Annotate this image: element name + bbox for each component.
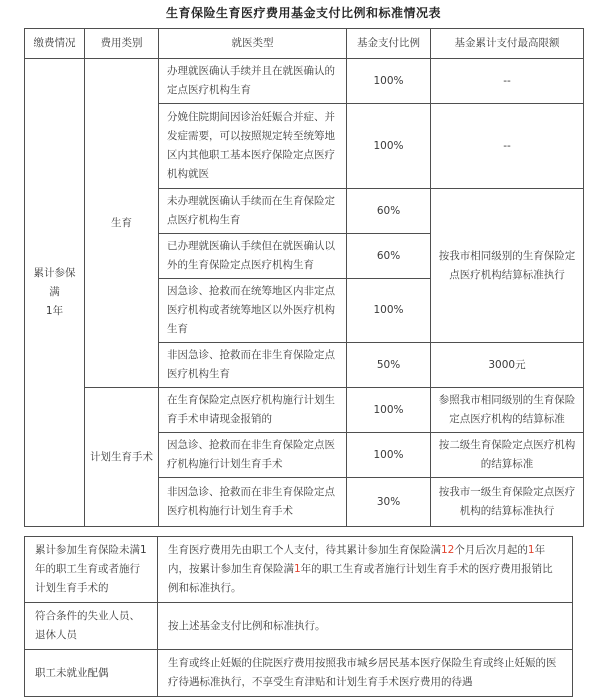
condition-cell: 职工未就业配偶 [25, 650, 158, 697]
treatment-type-cell: 未办理就医确认手续而在生育保险定点医疗机构生育 [159, 189, 347, 234]
category-birth-cell: 生育 [85, 59, 159, 388]
ratio-cell: 100% [347, 104, 431, 189]
ratio-cell: 50% [347, 343, 431, 388]
policy-text-segment: 年内，按累计参加生育保险满 [168, 544, 546, 575]
policy-cell [158, 537, 573, 603]
supplement-policy-table [24, 536, 573, 697]
treatment-type-cell: 因急诊、抢救而在统筹地区内非定点医疗机构或者统筹地区以外医疗机构生育 [159, 279, 347, 343]
table-row [25, 388, 584, 433]
ratio-cell: 60% [347, 234, 431, 279]
table-row [25, 603, 573, 650]
policy-text-segment: 个月后次月起的 [454, 544, 528, 556]
table-row [25, 650, 573, 697]
col-header-payment-status: 缴费情况 [25, 29, 85, 59]
payment-status-line-2: 1年 [45, 305, 64, 317]
ratio-cell: 100% [347, 59, 431, 104]
highlight-number: 12 [441, 544, 455, 556]
col-header-fund-max-limit: 基金累计支付最高限额 [431, 29, 584, 59]
treatment-type-cell: 非因急诊、抢救而在非生育保险定点医疗机构施行计划生育手术 [159, 478, 347, 527]
ratio-cell: 60% [347, 189, 431, 234]
table-header-row [25, 29, 584, 59]
category-family-planning-cell: 计划生育手术 [85, 388, 159, 527]
policy-cell: 按上述基金支付比例和标准执行。 [158, 603, 573, 650]
limit-cell: 按我市一级生育保险定点医疗机构的结算标准执行 [431, 478, 584, 527]
col-header-fee-category: 费用类别 [85, 29, 159, 59]
ratio-cell: 30% [347, 478, 431, 527]
policy-cell: 生育或终止妊娠的住院医疗费用按照我市城乡居民基本医疗保险生育或终止妊娠的医疗待遇标准执行，不享受生育津贴和计划生育手术医疗费用的待遇 [158, 650, 573, 697]
limit-cell: -- [431, 104, 584, 189]
highlight-number: 1 [527, 544, 535, 556]
highlight-number: 1 [294, 563, 301, 575]
table-row [25, 59, 584, 104]
treatment-type-cell: 办理就医确认手续并且在就医确认的定点医疗机构生育 [159, 59, 347, 104]
treatment-type-cell: 因急诊、抢救而在非生育保险定点医疗机构施行计划生育手术 [159, 433, 347, 478]
limit-cell: -- [431, 59, 584, 104]
ratio-cell: 100% [347, 388, 431, 433]
treatment-type-cell: 在生育保险定点医疗机构施行计划生育手术申请现金报销的 [159, 388, 347, 433]
table-row [25, 537, 573, 603]
col-header-fund-payment-ratio: 基金支付比例 [347, 29, 431, 59]
treatment-type-cell: 分娩住院期间因诊治妊娠合并症、并发症需要，可以按照规定转至统筹地区内其他职工基本医疗保险定点医疗机构就医 [159, 104, 347, 189]
fund-payment-ratio-table [24, 28, 584, 527]
limit-cell-merged: 按我市相同级别的生育保险定点医疗机构结算标准执行 [431, 189, 584, 343]
page-title: 生育保险生育医疗费用基金支付比例和标准情况表 [165, 6, 441, 20]
ratio-cell: 100% [347, 433, 431, 478]
limit-cell: 按二级生育保险定点医疗机构的结算标准 [431, 433, 584, 478]
policy-text-segment: 年的职工生育或者施行计划生育手术的医疗费用报销比例和标准执行。 [168, 563, 553, 594]
ratio-cell: 100% [347, 279, 431, 343]
payment-status-cell [25, 59, 85, 527]
condition-cell: 累计参加生育保险未满1年的职工生育或者施行计划生育手术的 [25, 537, 158, 603]
policy-text-segment: 生育医疗费用先由职工个人支付，待其累计参加生育保险满 [168, 544, 441, 556]
col-header-treatment-type: 就医类型 [159, 29, 347, 59]
condition-cell: 符合条件的失业人员、退休人员 [25, 603, 158, 650]
limit-cell: 3000元 [431, 343, 584, 388]
payment-status-line-1: 累计参保满 [33, 267, 76, 298]
treatment-type-cell: 已办理就医确认手续但在就医确认以外的生育保险定点医疗机构生育 [159, 234, 347, 279]
limit-cell: 参照我市相同级别的生育保险定点医疗机构的结算标准 [431, 388, 584, 433]
treatment-type-cell: 非因急诊、抢救而在非生育保险定点医疗机构生育 [159, 343, 347, 388]
